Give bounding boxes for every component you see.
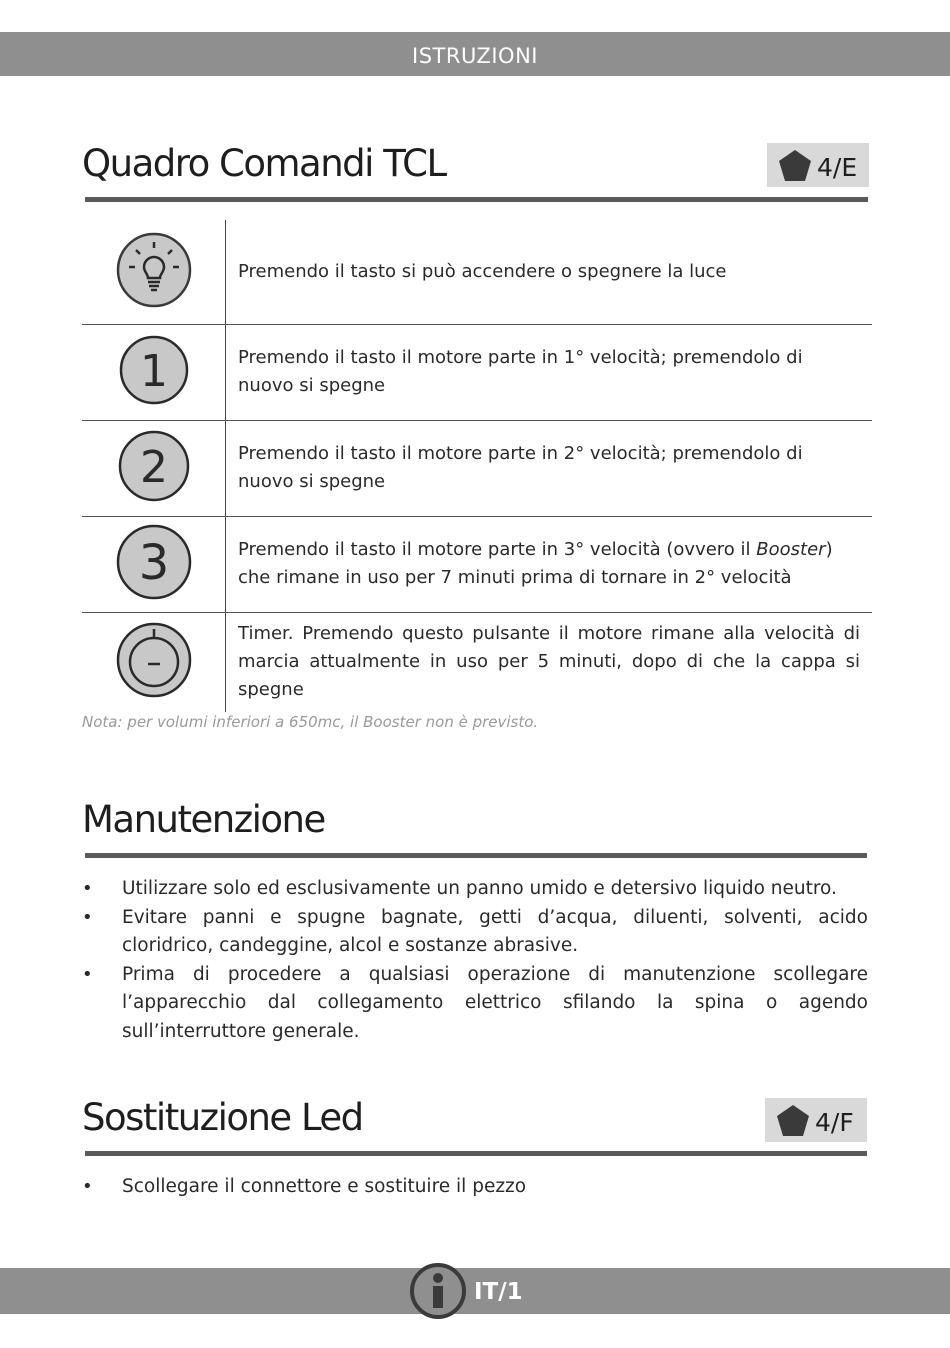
- page-number: IT/1: [474, 1279, 523, 1305]
- description-timer: Timer. Premendo questo pulsante il motore rimane alla velocità di marcia attualmente in uso per 5 minuti, dopo di che la cappa si spegne: [238, 623, 860, 701]
- list-item: • Scollegare il connettore e sostituire il pezzo: [82, 1173, 868, 1202]
- list-item: • Evitare panni e spugne bagnate, getti d’acqua, diluenti, solventi, acido cloridrico, candeggine, alcol e sostanze abrasive.: [82, 904, 868, 961]
- speed-2-label: 2: [139, 442, 168, 493]
- pentagon-icon: [775, 1103, 811, 1139]
- table-row: [82, 420, 872, 516]
- figure-ref-label: 4/F: [815, 1108, 854, 1137]
- icon-cell: [82, 516, 226, 612]
- section-title-controls: Quadro Comandi TCL: [82, 142, 446, 185]
- maintenance-list: [82, 875, 868, 1046]
- timer-icon: [115, 621, 193, 699]
- light-bulb-icon: [115, 231, 193, 309]
- description-speed-3: Premendo il tasto il motore parte in 3° velocità (ovvero il Booster) che rimane in uso per 7 minuti prima di tornare in 2° velocità: [226, 516, 873, 612]
- speed-1-label: 1: [139, 346, 168, 397]
- section-divider: [85, 853, 867, 858]
- pentagon-icon: [777, 148, 813, 184]
- booster-note: Nota: per volumi inferiori a 650mc, il Booster non è previsto.: [82, 713, 539, 731]
- description-speed-2: Premendo il tasto il motore parte in 2° velocità; premendolo di nuovo si spegne: [226, 420, 873, 516]
- section-title-maintenance: Manutenzione: [82, 798, 325, 841]
- speed-2-icon: [117, 429, 191, 503]
- section-divider: [85, 1151, 867, 1156]
- header-title: ISTRUZIONI: [412, 44, 538, 68]
- table-row: [82, 516, 872, 612]
- led-list: [82, 1173, 868, 1202]
- speed-3-icon: [115, 523, 193, 601]
- table-row: [82, 612, 872, 712]
- table-row: [82, 220, 872, 324]
- list-item: • Utilizzare solo ed esclusivamente un panno umido e detersivo liquido neutro.: [82, 875, 868, 904]
- info-icon: [409, 1262, 467, 1320]
- speed-3-label: 3: [138, 535, 169, 591]
- section-title-led: Sostituzione Led: [82, 1096, 363, 1139]
- description-speed-1: Premendo il tasto il motore parte in 1° velocità; premendolo di nuovo si spegne: [226, 324, 873, 420]
- table-row: [82, 324, 872, 420]
- description-light: Premendo il tasto si può accendere o spegnere la luce: [226, 220, 873, 324]
- figure-ref-badge: [765, 1098, 867, 1142]
- list-item: • Prima di procedere a qualsiasi operazione di manutenzione scollegare l’apparecchio dal collegamento elettrico sfilando la spina o agendo sull’interruttore generale.: [82, 961, 868, 1047]
- icon-cell: [82, 420, 226, 516]
- icon-cell: [82, 612, 226, 712]
- icon-cell: [82, 324, 226, 420]
- speed-1-icon: [118, 334, 190, 406]
- controls-table: [82, 220, 872, 712]
- figure-ref-badge: [767, 143, 869, 187]
- header-bar: [0, 32, 950, 76]
- figure-ref-label: 4/E: [817, 153, 858, 182]
- icon-cell: [82, 220, 226, 324]
- section-divider: [85, 197, 868, 202]
